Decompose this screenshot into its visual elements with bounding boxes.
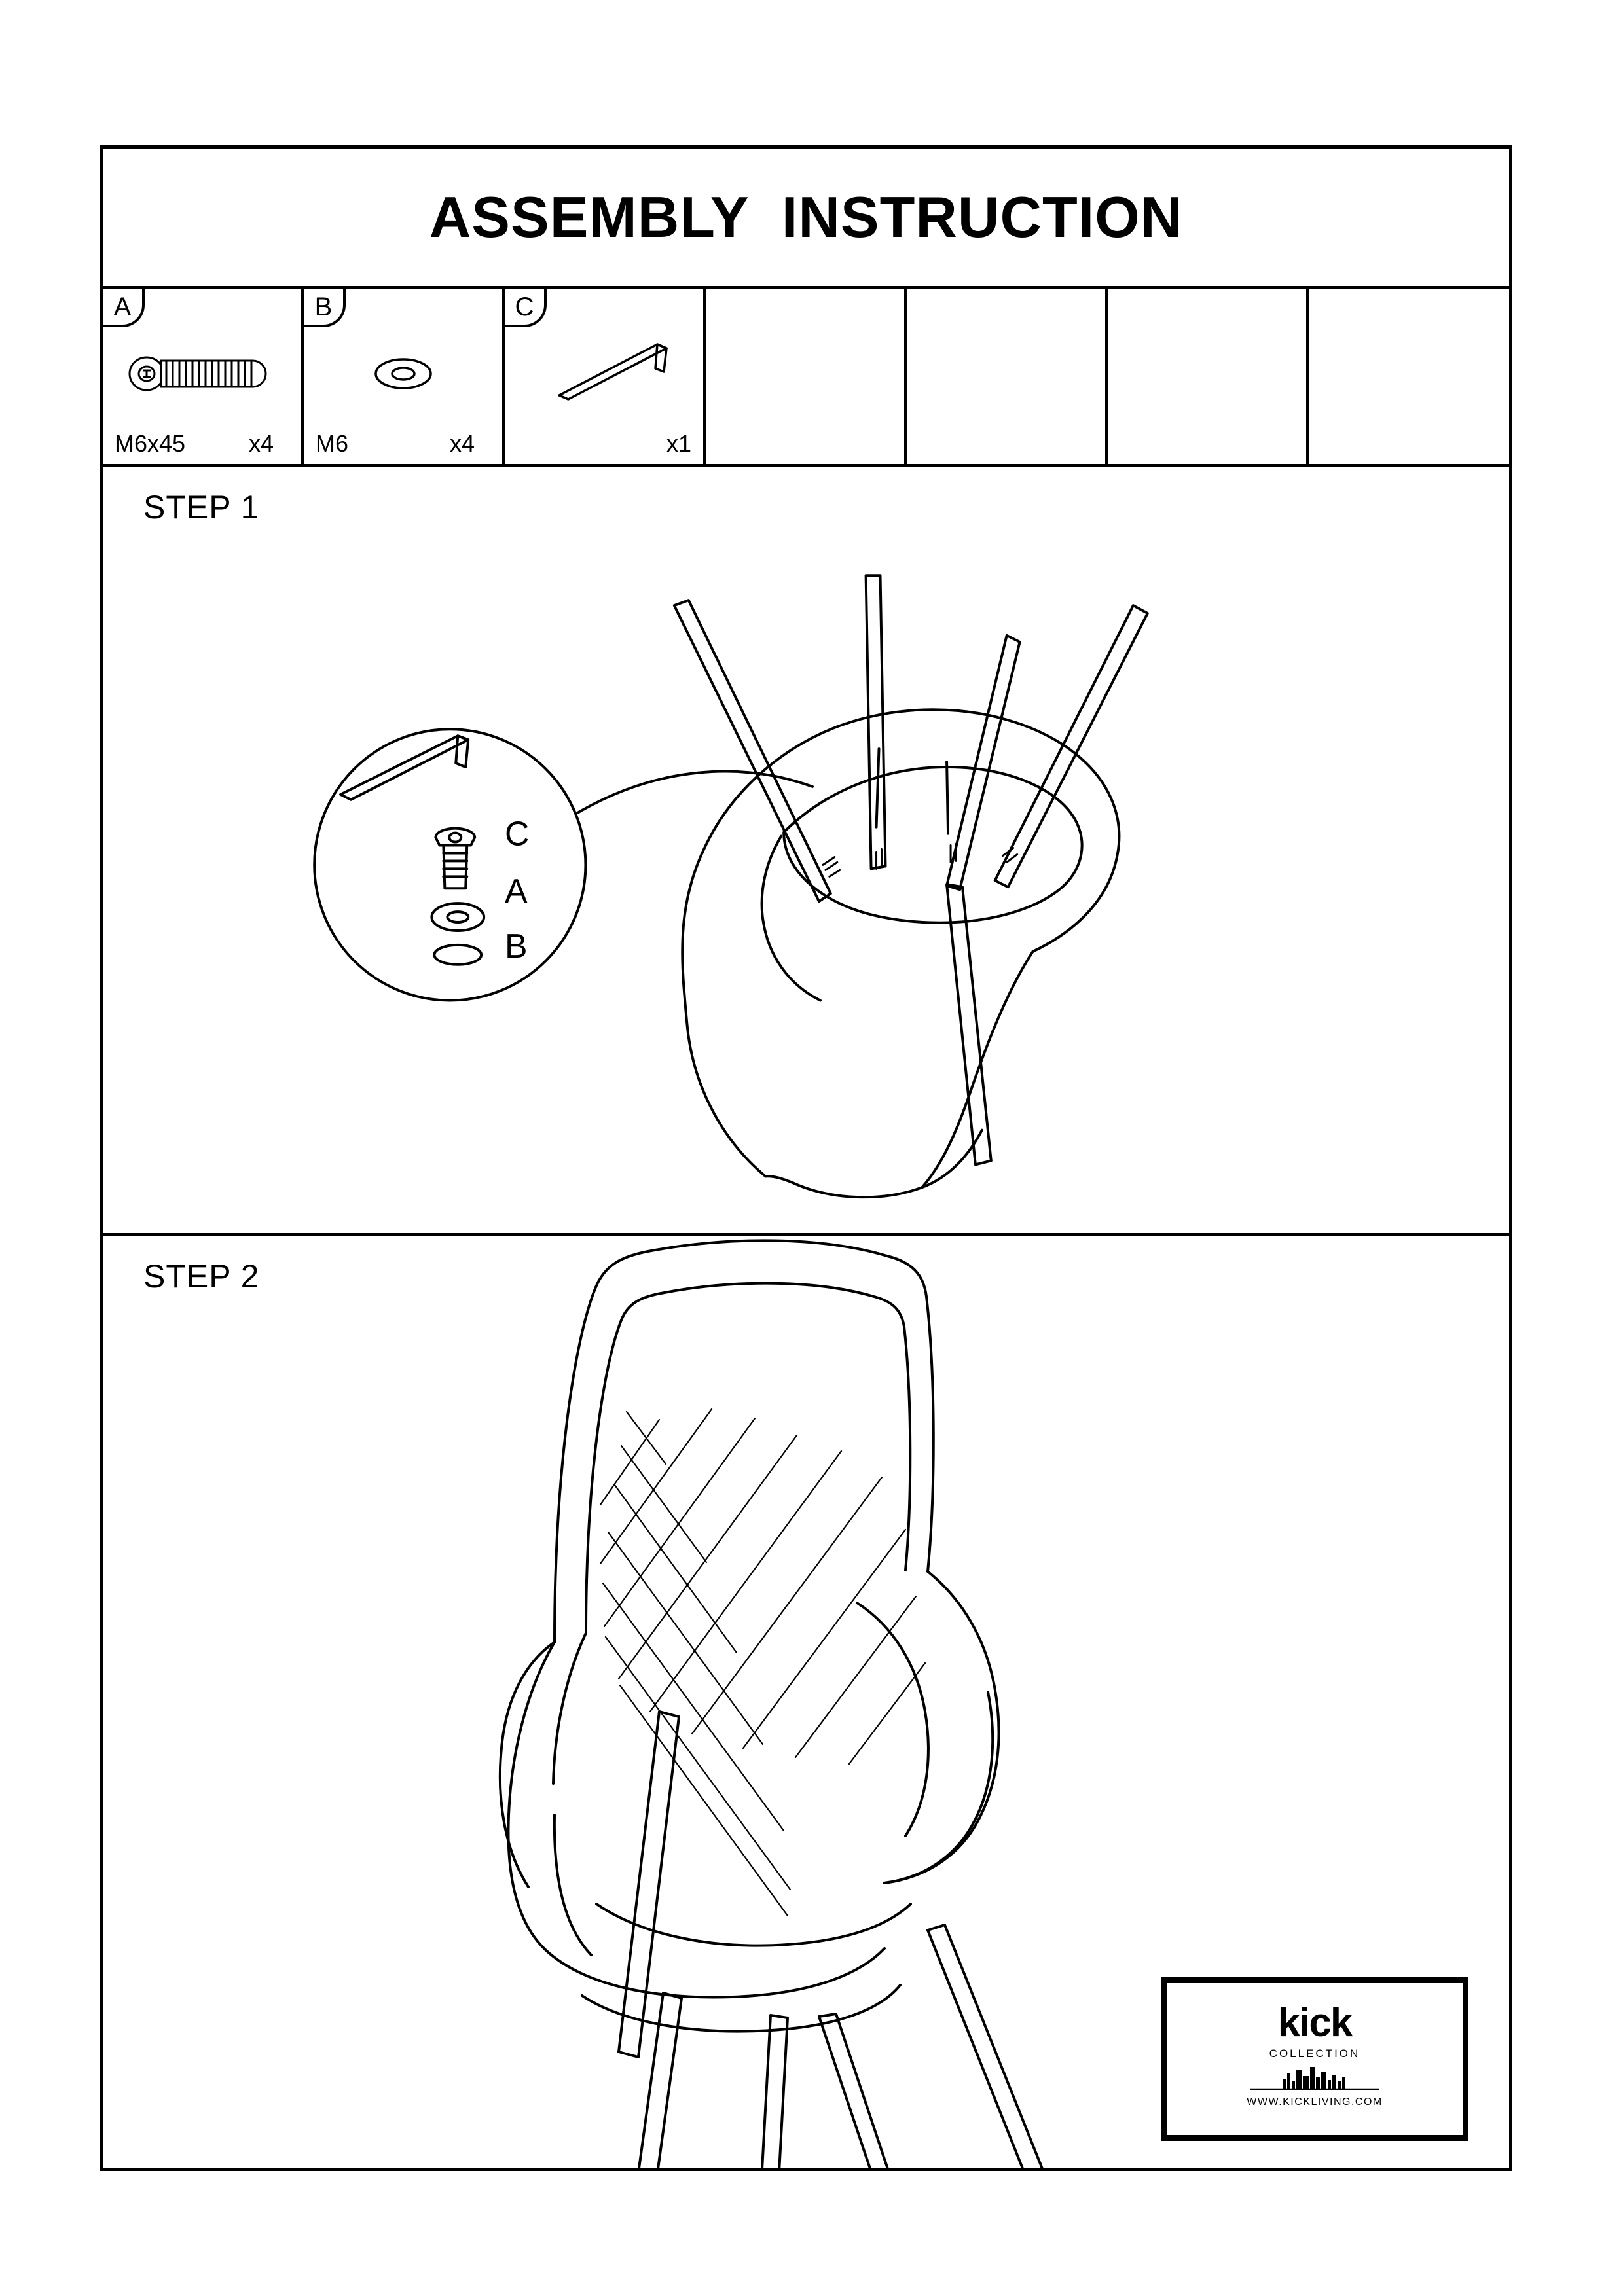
step-2-label: STEP 2	[143, 1258, 260, 1295]
title-band	[103, 149, 1509, 289]
brand-logo	[1161, 1977, 1468, 2141]
part-footer-b	[304, 429, 502, 459]
bolt-icon	[103, 326, 301, 422]
callout-label-c: C	[504, 814, 530, 853]
parts-list	[103, 289, 1509, 467]
callout-label-a: A	[504, 872, 528, 910]
part-cell-empty-2	[907, 289, 1108, 464]
page-title: ASSEMBLY INSTRUCTION	[429, 185, 1183, 249]
logo-url: WWW.KICKLIVING.COM	[1247, 2096, 1383, 2108]
washer-icon	[304, 326, 502, 422]
part-footer-c	[505, 429, 703, 459]
part-qty-a: x4	[248, 430, 274, 457]
step-1-label: STEP 1	[143, 489, 260, 526]
step-2-section	[103, 1236, 1509, 2171]
logo-tagline: COLLECTION	[1269, 2047, 1360, 2060]
part-cell-a	[103, 289, 304, 464]
logo-brand-name: kick	[1277, 2000, 1352, 2045]
part-qty-c: x1	[666, 430, 691, 457]
part-cell-b	[304, 289, 505, 464]
part-tag-c: C	[505, 289, 547, 327]
part-cell-empty-3	[1108, 289, 1309, 464]
part-name-a: M6x45	[115, 430, 186, 457]
part-cell-empty-4	[1309, 289, 1510, 464]
callout-label-b: B	[504, 926, 528, 965]
part-qty-b: x4	[449, 430, 475, 457]
step-1-illustration	[103, 467, 1509, 1233]
part-tag-a: A	[103, 289, 145, 327]
step-1-section	[103, 467, 1509, 1236]
part-footer-a	[103, 429, 301, 459]
allen-key-icon	[505, 326, 703, 422]
part-tag-b: B	[304, 289, 346, 327]
part-cell-empty-1	[706, 289, 907, 464]
part-cell-c	[505, 289, 706, 464]
part-name-b: M6	[316, 430, 349, 457]
instruction-sheet	[100, 145, 1512, 2171]
skyline-icon	[1246, 2064, 1383, 2094]
